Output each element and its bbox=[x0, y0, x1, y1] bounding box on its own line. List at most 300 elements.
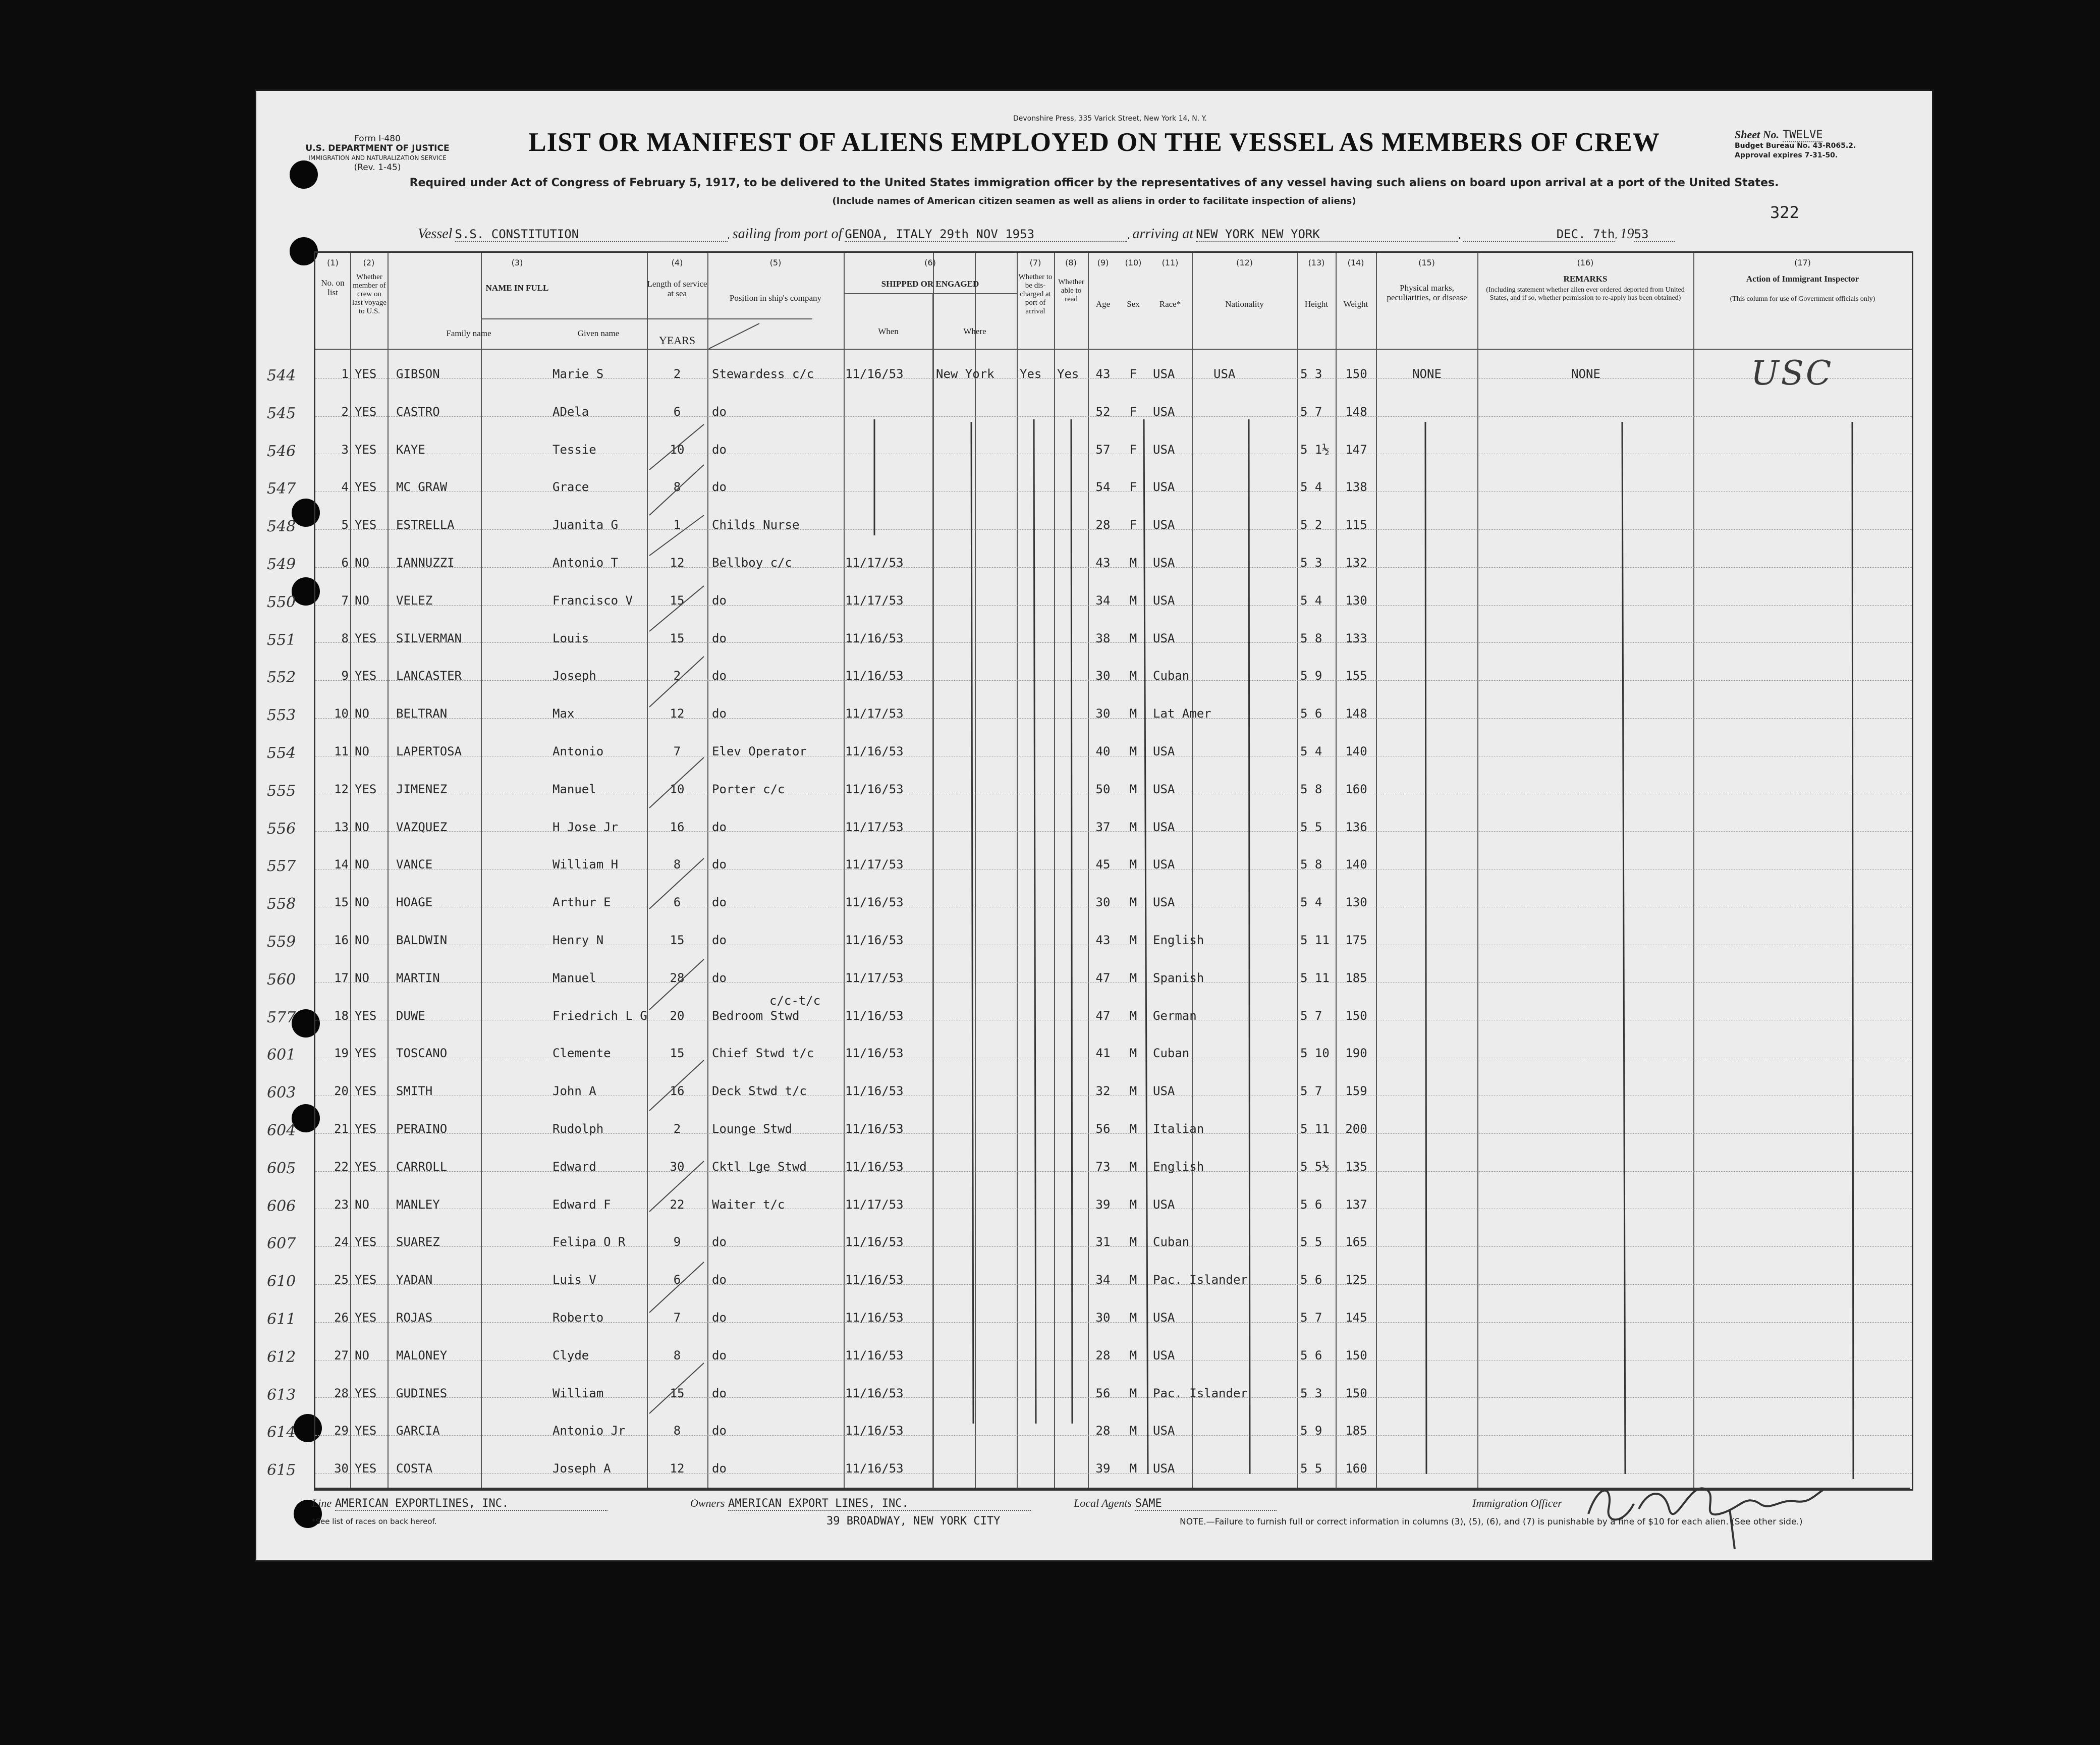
age-cell: 43 bbox=[1095, 933, 1111, 947]
race-cell: USA bbox=[1153, 518, 1175, 532]
height-cell: 5 6 bbox=[1300, 1273, 1322, 1287]
header-where: Where bbox=[963, 326, 986, 336]
shipped-where-cell: New York bbox=[936, 367, 994, 381]
weight-cell: 185 bbox=[1345, 1424, 1367, 1438]
shipped-when-cell: 11/17/53 bbox=[845, 970, 904, 985]
sex-cell: M bbox=[1129, 556, 1137, 570]
discharged-cell: Yes bbox=[1020, 367, 1042, 381]
owners-field bbox=[690, 1497, 1031, 1511]
colnum: (14) bbox=[1347, 258, 1364, 267]
last-voyage-cell: YES bbox=[355, 631, 377, 645]
header-position: Position in ship's company bbox=[729, 293, 822, 303]
years-cell: 2 bbox=[673, 1122, 681, 1136]
printer-imprint: Devonshire Press, 335 Varick Street, New York 14, N. Y. bbox=[1013, 115, 1207, 123]
row-number: 21 bbox=[334, 1122, 349, 1136]
last-voyage-cell: NO bbox=[355, 556, 369, 570]
penalty-note: NOTE.—Failure to furnish full or correct information in columns (3), (5), (6), and (7) is punishable by a fine of $10 for each alien. (See other side.) bbox=[1180, 1517, 1803, 1527]
shipped-when-cell: 11/16/53 bbox=[845, 1311, 904, 1325]
colnum: (10) bbox=[1125, 258, 1142, 267]
requirement-statement: Required under Act of Congress of February 5, 1917, to be delivered to the United States immigration officer by the representatives of any vessel having such aliens on board upon arrival at a port of the United States. bbox=[409, 177, 1779, 189]
remarks-cell: NONE bbox=[1571, 367, 1600, 381]
given-name-cell: Joseph bbox=[552, 669, 596, 683]
position-cell: Elev Operator bbox=[712, 744, 807, 758]
age-cell: 30 bbox=[1095, 669, 1111, 683]
given-name-cell: Louis bbox=[552, 631, 589, 645]
given-name-cell: ADela bbox=[552, 404, 589, 419]
race-cell: USA bbox=[1153, 1084, 1175, 1099]
margin-stamp: 547 bbox=[267, 480, 296, 498]
weight-cell: 159 bbox=[1345, 1084, 1367, 1099]
shipped-when-cell: 11/16/53 bbox=[845, 895, 904, 910]
years-cell: 22 bbox=[670, 1197, 685, 1212]
given-name-cell: H Jose Jr bbox=[552, 820, 619, 834]
weight-cell: 130 bbox=[1345, 895, 1367, 910]
weight-cell: 140 bbox=[1345, 744, 1367, 758]
agents-field bbox=[1074, 1497, 1277, 1511]
sex-cell: M bbox=[1129, 1386, 1137, 1400]
years-cell: 9 bbox=[673, 1235, 681, 1249]
years-cell: 8 bbox=[673, 1424, 681, 1438]
height-cell: 5 6 bbox=[1300, 1197, 1322, 1212]
position-cell: do bbox=[712, 1348, 727, 1362]
position-cell: do bbox=[712, 593, 727, 608]
race-cell: English bbox=[1153, 933, 1204, 947]
sex-cell: F bbox=[1129, 404, 1137, 419]
officer-label: Immigration Officer bbox=[1472, 1497, 1562, 1509]
header-action-note: (This column for use of Government officials only) bbox=[1730, 295, 1875, 303]
height-cell: 5 11 bbox=[1300, 1122, 1330, 1136]
row-number: 18 bbox=[334, 1008, 349, 1023]
row-number: 30 bbox=[334, 1461, 349, 1476]
shipped-when-cell: 11/16/53 bbox=[845, 1386, 904, 1400]
header-when: When bbox=[878, 326, 899, 336]
given-name-cell: Joseph A bbox=[552, 1461, 611, 1476]
family-name-cell: VAZQUEZ bbox=[396, 820, 448, 834]
margin-stamp: 545 bbox=[267, 404, 296, 422]
family-name-cell: MANLEY bbox=[396, 1197, 440, 1212]
margin-stamp: 546 bbox=[267, 442, 296, 460]
header-sex: Sex bbox=[1127, 299, 1140, 309]
years-cell: 2 bbox=[673, 367, 681, 381]
race-cell: Cuban bbox=[1153, 1046, 1190, 1061]
margin-stamp: 554 bbox=[267, 744, 296, 762]
given-name-cell: Edward bbox=[552, 1159, 596, 1174]
position-cell: do bbox=[712, 820, 727, 834]
family-name-cell: CASTRO bbox=[396, 404, 440, 419]
header-discharged: Whether to be dis-charged at port of arrival bbox=[1018, 273, 1053, 315]
position-cell: do bbox=[712, 442, 727, 457]
colnum: (11) bbox=[1162, 258, 1179, 267]
years-cell: 16 bbox=[670, 1084, 685, 1099]
ditto-line bbox=[971, 422, 973, 1424]
height-cell: 5 11 bbox=[1300, 933, 1330, 947]
weight-cell: 160 bbox=[1345, 1461, 1367, 1476]
age-cell: 43 bbox=[1095, 556, 1111, 570]
sheet-number: TWELVE bbox=[1783, 129, 1823, 141]
age-cell: 73 bbox=[1095, 1159, 1111, 1174]
sex-cell: M bbox=[1129, 1235, 1137, 1249]
race-cell: Pac. Islander bbox=[1153, 1386, 1248, 1400]
last-voyage-cell: YES bbox=[355, 1424, 377, 1438]
height-cell: 5 5 bbox=[1300, 1461, 1322, 1476]
family-name-cell: GIBSON bbox=[396, 367, 440, 381]
last-voyage-cell: NO bbox=[355, 820, 369, 834]
height-cell: 5 8 bbox=[1300, 631, 1322, 645]
tally-mark bbox=[649, 959, 704, 1010]
sex-cell: M bbox=[1129, 895, 1137, 910]
row-number: 28 bbox=[334, 1386, 349, 1400]
position-cell: do bbox=[712, 480, 727, 495]
nationality-cell: USA bbox=[1213, 367, 1236, 381]
age-cell: 28 bbox=[1095, 1348, 1111, 1362]
port-to: NEW YORK NEW YORK bbox=[1196, 227, 1458, 242]
year-prefix: 19 bbox=[1620, 226, 1634, 242]
shipped-when-cell: 11/16/53 bbox=[845, 1084, 904, 1099]
height-cell: 5 3 bbox=[1300, 1386, 1322, 1400]
tally-mark bbox=[649, 586, 704, 631]
sex-cell: M bbox=[1129, 744, 1137, 758]
position-note: c/c-t/c bbox=[769, 993, 821, 1008]
sheet-label: Sheet No. bbox=[1735, 128, 1779, 141]
tally-mark bbox=[649, 858, 704, 909]
race-note: *See list of races on back hereof. bbox=[312, 1517, 437, 1526]
header-shipped: SHIPPED OR ENGAGED bbox=[881, 279, 979, 289]
weight-cell: 145 bbox=[1345, 1311, 1367, 1325]
last-voyage-cell: YES bbox=[355, 669, 377, 683]
height-cell: 5 3 bbox=[1300, 367, 1322, 381]
revision: (Rev. 1-45) bbox=[354, 162, 401, 173]
physical-cell: NONE bbox=[1412, 367, 1442, 381]
service: IMMIGRATION AND NATURALIZATION SERVICE bbox=[308, 154, 447, 161]
row-number: 15 bbox=[334, 895, 349, 910]
sex-cell: M bbox=[1129, 1159, 1137, 1174]
row-number: 20 bbox=[334, 1084, 349, 1099]
years-cell: 7 bbox=[673, 744, 681, 758]
sex-cell: M bbox=[1129, 970, 1137, 985]
weight-cell: 190 bbox=[1345, 1046, 1367, 1061]
sex-cell: F bbox=[1129, 480, 1137, 495]
sex-cell: F bbox=[1129, 518, 1137, 532]
shipped-when-cell: 11/16/53 bbox=[845, 1461, 904, 1476]
age-cell: 28 bbox=[1095, 518, 1111, 532]
years-cell: 7 bbox=[673, 1311, 681, 1325]
margin-stamp: 557 bbox=[267, 857, 296, 876]
years-cell: 15 bbox=[670, 1046, 685, 1061]
header-nationality: Nationality bbox=[1225, 299, 1264, 309]
row-number: 14 bbox=[334, 857, 349, 872]
sex-cell: M bbox=[1129, 669, 1137, 683]
ditto-line bbox=[1249, 419, 1250, 1474]
margin-stamp: 556 bbox=[267, 820, 296, 838]
height-cell: 5 9 bbox=[1300, 1424, 1322, 1438]
shipped-when-cell: 11/16/53 bbox=[845, 1348, 904, 1362]
last-voyage-cell: YES bbox=[355, 442, 377, 457]
age-cell: 34 bbox=[1095, 593, 1111, 608]
years-cell: 28 bbox=[670, 970, 685, 985]
years-cell: 10 bbox=[670, 442, 685, 457]
include-note: (Include names of American citizen seamen as well as aliens in order to facilitate inspection of aliens) bbox=[832, 196, 1356, 206]
family-name-cell: SUAREZ bbox=[396, 1235, 440, 1249]
port-from: GENOA, ITALY 29th NOV 1953 bbox=[845, 227, 1127, 242]
age-cell: 47 bbox=[1095, 970, 1111, 985]
header-action: Action of Immigrant Inspector bbox=[1746, 274, 1859, 284]
weight-cell: 160 bbox=[1345, 782, 1367, 796]
family-name-cell: GARCIA bbox=[396, 1424, 440, 1438]
family-name-cell: JIMENEZ bbox=[396, 782, 448, 796]
family-name-cell: ESTRELLA bbox=[396, 518, 455, 532]
given-name-cell: Luis V bbox=[552, 1273, 596, 1287]
sex-cell: M bbox=[1129, 820, 1137, 834]
colnum: (8) bbox=[1065, 258, 1077, 267]
height-cell: 5 5 bbox=[1300, 1235, 1322, 1249]
sex-cell: F bbox=[1129, 442, 1137, 457]
header-weight: Weight bbox=[1343, 299, 1368, 309]
given-name-cell: Grace bbox=[552, 480, 589, 495]
height-cell: 5 11 bbox=[1300, 970, 1330, 985]
department: U.S. DEPARTMENT OF JUSTICE bbox=[305, 143, 450, 153]
margin-stamp: 550 bbox=[267, 593, 296, 611]
weight-cell: 125 bbox=[1345, 1273, 1367, 1287]
margin-stamp: 555 bbox=[267, 782, 296, 800]
line-name: AMERICAN EXPORTLINES, INC. bbox=[335, 1497, 607, 1511]
sex-cell: M bbox=[1129, 706, 1137, 721]
tally-mark bbox=[649, 757, 704, 808]
shipped-when-cell: 11/17/53 bbox=[845, 1197, 904, 1212]
colnum: (1) bbox=[327, 258, 339, 267]
row-number: 23 bbox=[334, 1197, 349, 1212]
margin-stamp: 553 bbox=[267, 706, 296, 725]
years-cell: 30 bbox=[670, 1159, 685, 1174]
colnum: (3) bbox=[511, 258, 523, 267]
position-cell: do bbox=[712, 1235, 727, 1249]
row-number: 16 bbox=[334, 933, 349, 947]
sex-cell: M bbox=[1129, 631, 1137, 645]
colnum: (5) bbox=[769, 258, 782, 267]
row-number: 22 bbox=[334, 1159, 349, 1174]
colnum: (9) bbox=[1097, 258, 1109, 267]
given-name-cell: John A bbox=[552, 1084, 596, 1099]
weight-cell: 136 bbox=[1345, 820, 1367, 834]
height-cell: 5 2 bbox=[1300, 518, 1322, 532]
row-number: 29 bbox=[334, 1424, 349, 1438]
margin-stamp: 549 bbox=[267, 556, 296, 573]
shipped-when-cell: 11/16/53 bbox=[845, 1008, 904, 1023]
sex-cell: M bbox=[1129, 857, 1137, 872]
position-cell: do bbox=[712, 1273, 727, 1287]
year-suffix: 53 bbox=[1634, 227, 1675, 242]
margin-stamp: 551 bbox=[267, 631, 296, 649]
owners-name: AMERICAN EXPORT LINES, INC. bbox=[728, 1497, 1031, 1511]
family-name-cell: BALDWIN bbox=[396, 933, 448, 947]
years-cell: 10 bbox=[670, 782, 685, 796]
sex-cell: M bbox=[1129, 1046, 1137, 1061]
family-name-cell: YADAN bbox=[396, 1273, 433, 1287]
weight-cell: 140 bbox=[1345, 857, 1367, 872]
tally-mark bbox=[649, 515, 704, 556]
last-voyage-cell: NO bbox=[355, 970, 369, 985]
tally-mark bbox=[649, 1363, 704, 1413]
arrival-date: DEC. 7th bbox=[1463, 227, 1615, 242]
family-name-cell: MARTIN bbox=[396, 970, 440, 985]
race-cell: USA bbox=[1153, 1311, 1175, 1325]
ditto-line bbox=[1425, 422, 1426, 1474]
sex-cell: M bbox=[1129, 1273, 1137, 1287]
race-cell: German bbox=[1153, 1008, 1197, 1023]
race-cell: USA bbox=[1153, 1348, 1175, 1362]
last-voyage-cell: YES bbox=[355, 1008, 377, 1023]
race-cell: Spanish bbox=[1153, 970, 1204, 985]
shipped-when-cell: 11/17/53 bbox=[845, 706, 904, 721]
height-cell: 5 4 bbox=[1300, 895, 1322, 910]
position-cell: do bbox=[712, 1311, 727, 1325]
last-voyage-cell: YES bbox=[355, 1122, 377, 1136]
row-number: 26 bbox=[334, 1311, 349, 1325]
given-name-cell: Francisco V bbox=[552, 593, 633, 608]
age-cell: 37 bbox=[1095, 820, 1111, 834]
row-number: 13 bbox=[334, 820, 349, 834]
position-cell: do bbox=[712, 970, 727, 985]
row-number: 5 bbox=[341, 518, 349, 532]
margin-stamp: 577 bbox=[267, 1008, 296, 1026]
weight-cell: 138 bbox=[1345, 480, 1367, 495]
age-cell: 41 bbox=[1095, 1046, 1111, 1061]
row-number: 6 bbox=[341, 556, 349, 570]
given-name-cell: Roberto bbox=[552, 1311, 604, 1325]
age-cell: 39 bbox=[1095, 1197, 1111, 1212]
years-cell: 2 bbox=[673, 669, 681, 683]
family-name-cell: TOSCANO bbox=[396, 1046, 448, 1061]
given-name-cell: Antonio T bbox=[552, 556, 619, 570]
family-name-cell: BELTRAN bbox=[396, 706, 448, 721]
shipped-when-cell: 11/17/53 bbox=[845, 857, 904, 872]
height-cell: 5 5 bbox=[1300, 820, 1322, 834]
position-cell: do bbox=[712, 669, 727, 683]
given-name-cell: Clyde bbox=[552, 1348, 589, 1362]
last-voyage-cell: YES bbox=[355, 1159, 377, 1174]
shipped-when-cell: 11/16/53 bbox=[845, 1273, 904, 1287]
years-cell: 6 bbox=[673, 1273, 681, 1287]
last-voyage-cell: NO bbox=[355, 933, 369, 947]
vessel-name: S.S. CONSTITUTION bbox=[455, 227, 728, 242]
weight-cell: 150 bbox=[1345, 1386, 1367, 1400]
weight-cell: 148 bbox=[1345, 404, 1367, 419]
family-name-cell: VELEZ bbox=[396, 593, 433, 608]
given-name-cell: Manuel bbox=[552, 970, 596, 985]
age-cell: 38 bbox=[1095, 631, 1111, 645]
position-cell: do bbox=[712, 1461, 727, 1476]
last-voyage-cell: YES bbox=[355, 1311, 377, 1325]
row-number: 12 bbox=[334, 782, 349, 796]
row-number: 8 bbox=[341, 631, 349, 645]
given-name-cell: Arthur E bbox=[552, 895, 611, 910]
row-number: 27 bbox=[334, 1348, 349, 1362]
shipped-when-cell: 11/17/53 bbox=[845, 593, 904, 608]
colnum: (17) bbox=[1794, 258, 1811, 267]
family-name-cell: DUWE bbox=[396, 1008, 425, 1023]
position-cell: Lounge Stwd bbox=[712, 1122, 792, 1136]
position-cell: Bellboy c/c bbox=[712, 556, 792, 570]
sex-cell: M bbox=[1129, 1197, 1137, 1212]
given-name-cell: William bbox=[552, 1386, 604, 1400]
last-voyage-cell: YES bbox=[355, 1046, 377, 1061]
row-number: 1 bbox=[341, 367, 349, 381]
last-voyage-cell: NO bbox=[355, 1197, 369, 1212]
family-name-cell: SMITH bbox=[396, 1084, 433, 1099]
header-height: Height bbox=[1304, 299, 1329, 309]
race-cell: USA bbox=[1153, 593, 1175, 608]
tally-mark bbox=[649, 424, 704, 470]
last-voyage-cell: YES bbox=[355, 782, 377, 796]
margin-stamp: 612 bbox=[267, 1348, 296, 1366]
margin-stamp: 548 bbox=[267, 518, 296, 536]
race-cell: USA bbox=[1153, 442, 1175, 457]
height-cell: 5 9 bbox=[1300, 669, 1322, 683]
margin-stamp: 560 bbox=[267, 970, 296, 989]
line-field bbox=[312, 1497, 607, 1511]
years-cell: 6 bbox=[673, 404, 681, 419]
height-cell: 5 6 bbox=[1300, 1348, 1322, 1362]
weight-cell: 115 bbox=[1345, 518, 1367, 532]
last-voyage-cell: YES bbox=[355, 1273, 377, 1287]
race-cell: Lat Amer bbox=[1153, 706, 1211, 721]
years-cell: 8 bbox=[673, 857, 681, 872]
race-cell: USA bbox=[1153, 857, 1175, 872]
age-cell: 30 bbox=[1095, 895, 1111, 910]
header-able-read: Whether able to read bbox=[1058, 278, 1084, 303]
family-name-cell: VANCE bbox=[396, 857, 433, 872]
weight-cell: 132 bbox=[1345, 556, 1367, 570]
given-name-cell: Antonio Jr bbox=[552, 1424, 626, 1438]
handwritten-marks bbox=[315, 253, 1912, 1489]
page-title: LIST OR MANIFEST OF ALIENS EMPLOYED ON THE VESSEL AS MEMBERS OF CREW bbox=[528, 128, 1660, 157]
years-cell: 1 bbox=[673, 518, 681, 532]
family-name-cell: LANCASTER bbox=[396, 669, 462, 683]
colnum: (2) bbox=[363, 258, 375, 267]
header-age: Age bbox=[1095, 299, 1111, 309]
agents-label: Local Agents bbox=[1074, 1497, 1132, 1509]
header-given-name: Given name bbox=[577, 329, 620, 338]
margin-stamp: 615 bbox=[267, 1461, 296, 1480]
weight-cell: 147 bbox=[1345, 442, 1367, 457]
shipped-when-cell: 11/16/53 bbox=[845, 782, 904, 796]
years-cell: 16 bbox=[670, 820, 685, 834]
colnum: (4) bbox=[671, 258, 683, 267]
margin-stamp: 559 bbox=[267, 933, 296, 951]
margin-stamp: 610 bbox=[267, 1273, 296, 1291]
age-cell: 30 bbox=[1095, 706, 1111, 721]
height-cell: 5 8 bbox=[1300, 782, 1322, 796]
race-cell: Cuban bbox=[1153, 669, 1190, 683]
margin-stamp: 544 bbox=[267, 367, 296, 385]
years-cell: 15 bbox=[670, 631, 685, 645]
given-name-cell: Rudolph bbox=[552, 1122, 604, 1136]
header-race: Race* bbox=[1159, 299, 1181, 309]
weight-cell: 148 bbox=[1345, 706, 1367, 721]
row-number: 19 bbox=[334, 1046, 349, 1061]
weight-cell: 150 bbox=[1345, 1008, 1367, 1023]
ditto-line bbox=[1852, 422, 1853, 1479]
age-cell: 43 bbox=[1095, 367, 1111, 381]
age-cell: 40 bbox=[1095, 744, 1111, 758]
budget-number: Budget Bureau No. 43-R065.2. bbox=[1735, 142, 1856, 150]
vessel-label: Vessel bbox=[418, 226, 453, 242]
years-cell: 12 bbox=[670, 556, 685, 570]
race-cell: USA bbox=[1153, 367, 1175, 381]
ditto-line bbox=[1034, 419, 1036, 1424]
last-voyage-cell: NO bbox=[355, 744, 369, 758]
last-voyage-cell: YES bbox=[355, 1386, 377, 1400]
colnum: (6) bbox=[924, 258, 936, 267]
